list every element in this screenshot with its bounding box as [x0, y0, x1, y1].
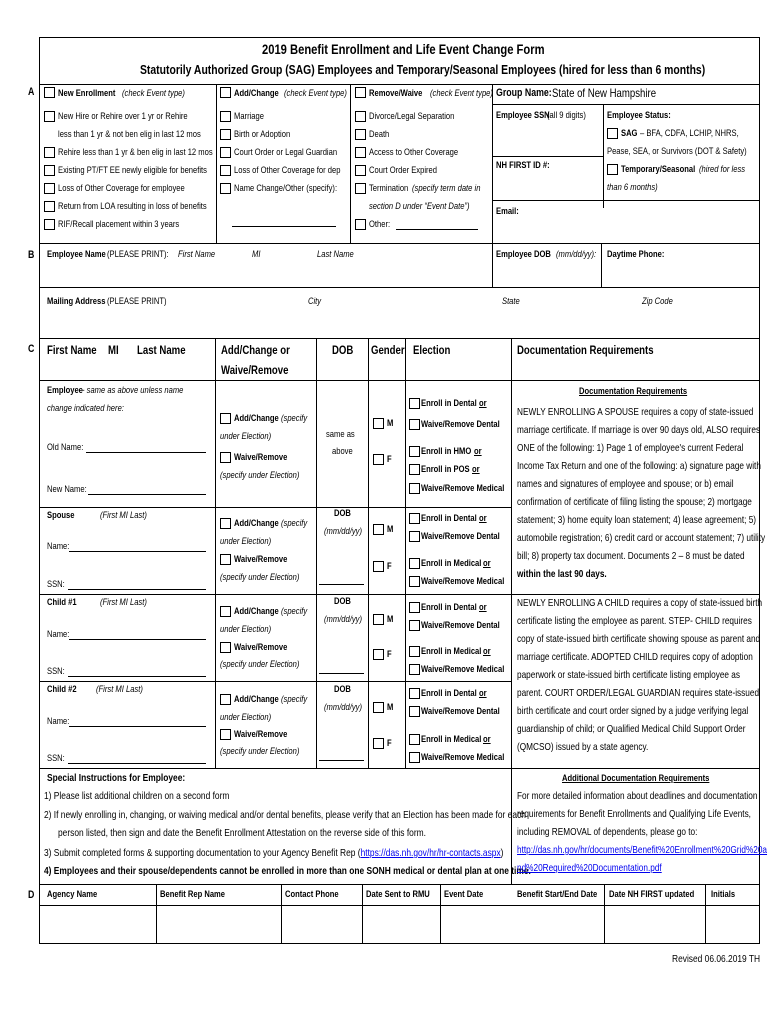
child2-dob-field[interactable] [319, 760, 364, 761]
form-subtitle: Statutorily Authorized Group (SAG) Employees and Temporary/Seasonal Employees (hired for less than 6 months) [140, 62, 706, 77]
return-loa-checkbox[interactable] [44, 201, 55, 212]
other-specify-field[interactable] [396, 229, 478, 230]
agency-contacts-link[interactable]: https://das.nh.gov/hr/hr-contacts.aspx [360, 847, 501, 859]
submit-instruction: 3) Submit completed forms & supporting documentation to your Agency Benefit Rep (https://das.nh.gov/hr/hr-contacts.aspx) [44, 847, 504, 859]
doc-grid-link[interactable]: http://das.nh.gov/hr/documents/Benefit%20Enrollment%20Grid%20a [517, 845, 768, 856]
child2-name-field[interactable] [69, 726, 206, 727]
employee-waive-dental-checkbox[interactable] [409, 419, 420, 430]
rif-recall-checkbox[interactable] [44, 219, 55, 230]
spouse-dob-field[interactable] [319, 584, 364, 585]
child1-add-change-checkbox[interactable] [220, 606, 231, 617]
child1-enroll-medical-checkbox[interactable] [409, 646, 420, 657]
section-d-label: D [28, 889, 35, 901]
spouse-waive-medical-checkbox[interactable] [409, 576, 420, 587]
spouse-enroll-dental-checkbox[interactable] [409, 513, 420, 524]
access-other-coverage-checkbox[interactable] [355, 147, 366, 158]
child2-add-change-checkbox[interactable] [220, 694, 231, 705]
child2-waive-remove-checkbox[interactable] [220, 729, 231, 740]
special-instructions-title: Special Instructions for Employee: [47, 772, 186, 784]
additional-doc-title: Additional Documentation Requirements [562, 773, 710, 784]
child2-gender-m-checkbox[interactable] [373, 702, 384, 713]
section-b-label: B [28, 249, 35, 261]
old-name-field[interactable] [86, 452, 206, 453]
doc-grid-link-cont[interactable]: nd%20Required%20Documentation.pdf [517, 863, 662, 874]
name-change-specify-field[interactable] [232, 226, 336, 227]
section-c-label: C [28, 343, 35, 355]
child1-gender-m-checkbox[interactable] [373, 614, 384, 625]
group-name-value: State of New Hampshire [552, 86, 657, 100]
new-enrollment-label: New Enrollment [58, 88, 116, 99]
child1-ssn-field[interactable] [68, 676, 206, 677]
revision-note: Revised 06.06.2019 TH [672, 953, 761, 965]
child2-gender-f-checkbox[interactable] [373, 738, 384, 749]
spouse-waive-dental-checkbox[interactable] [409, 531, 420, 542]
spouse-enroll-medical-checkbox[interactable] [409, 558, 420, 569]
new-hire-checkbox[interactable] [44, 111, 55, 122]
doc-requirements-title: Documentation Requirements [579, 386, 688, 397]
employee-add-change-checkbox[interactable] [220, 413, 231, 424]
court-order-checkbox[interactable] [220, 147, 231, 158]
spouse-gender-f-checkbox[interactable] [373, 561, 384, 572]
name-change-checkbox[interactable] [220, 183, 231, 194]
employee-enroll-dental-checkbox[interactable] [409, 398, 420, 409]
new-name-field[interactable] [88, 494, 206, 495]
section-a-label: A [28, 86, 35, 98]
spouse-ssn-field[interactable] [68, 589, 206, 590]
marriage-checkbox[interactable] [220, 111, 231, 122]
new-enrollment-checkbox[interactable] [44, 87, 55, 98]
child2-waive-medical-checkbox[interactable] [409, 752, 420, 763]
spouse-waive-remove-checkbox[interactable] [220, 554, 231, 565]
employee-gender-f-checkbox[interactable] [373, 454, 384, 465]
birth-adoption-checkbox[interactable] [220, 129, 231, 140]
child2-ssn-field[interactable] [68, 763, 206, 764]
child1-dob-field[interactable] [319, 673, 364, 674]
child1-gender-f-checkbox[interactable] [373, 649, 384, 660]
rehire-checkbox[interactable] [44, 147, 55, 158]
death-checkbox[interactable] [355, 129, 366, 140]
child2-enroll-medical-checkbox[interactable] [409, 734, 420, 745]
spouse-gender-m-checkbox[interactable] [373, 524, 384, 535]
child1-enroll-dental-checkbox[interactable] [409, 602, 420, 613]
divorce-checkbox[interactable] [355, 111, 366, 122]
child1-waive-remove-checkbox[interactable] [220, 642, 231, 653]
employee-gender-m-checkbox[interactable] [373, 418, 384, 429]
spouse-name-field[interactable] [69, 551, 206, 552]
other-checkbox[interactable] [355, 219, 366, 230]
employee-enroll-hmo-checkbox[interactable] [409, 446, 420, 457]
child2-waive-dental-checkbox[interactable] [409, 706, 420, 717]
employee-waive-remove-checkbox[interactable] [220, 452, 231, 463]
remove-waive-checkbox[interactable] [355, 87, 366, 98]
spouse-add-change-checkbox[interactable] [220, 518, 231, 529]
form-title: 2019 Benefit Enrollment and Life Event Change Form [262, 41, 545, 57]
existing-ee-checkbox[interactable] [44, 165, 55, 176]
loss-coverage-employee-checkbox[interactable] [44, 183, 55, 194]
employee-waive-medical-checkbox[interactable] [409, 483, 420, 494]
child2-enroll-dental-checkbox[interactable] [409, 688, 420, 699]
child1-name-field[interactable] [69, 639, 206, 640]
add-change-checkbox[interactable] [220, 87, 231, 98]
child1-waive-dental-checkbox[interactable] [409, 620, 420, 631]
child1-waive-medical-checkbox[interactable] [409, 664, 420, 675]
sag-checkbox[interactable] [607, 128, 618, 139]
termination-checkbox[interactable] [355, 183, 366, 194]
employee-enroll-pos-checkbox[interactable] [409, 464, 420, 475]
temporary-seasonal-checkbox[interactable] [607, 164, 618, 175]
court-order-expired-checkbox[interactable] [355, 165, 366, 176]
loss-coverage-dep-checkbox[interactable] [220, 165, 231, 176]
